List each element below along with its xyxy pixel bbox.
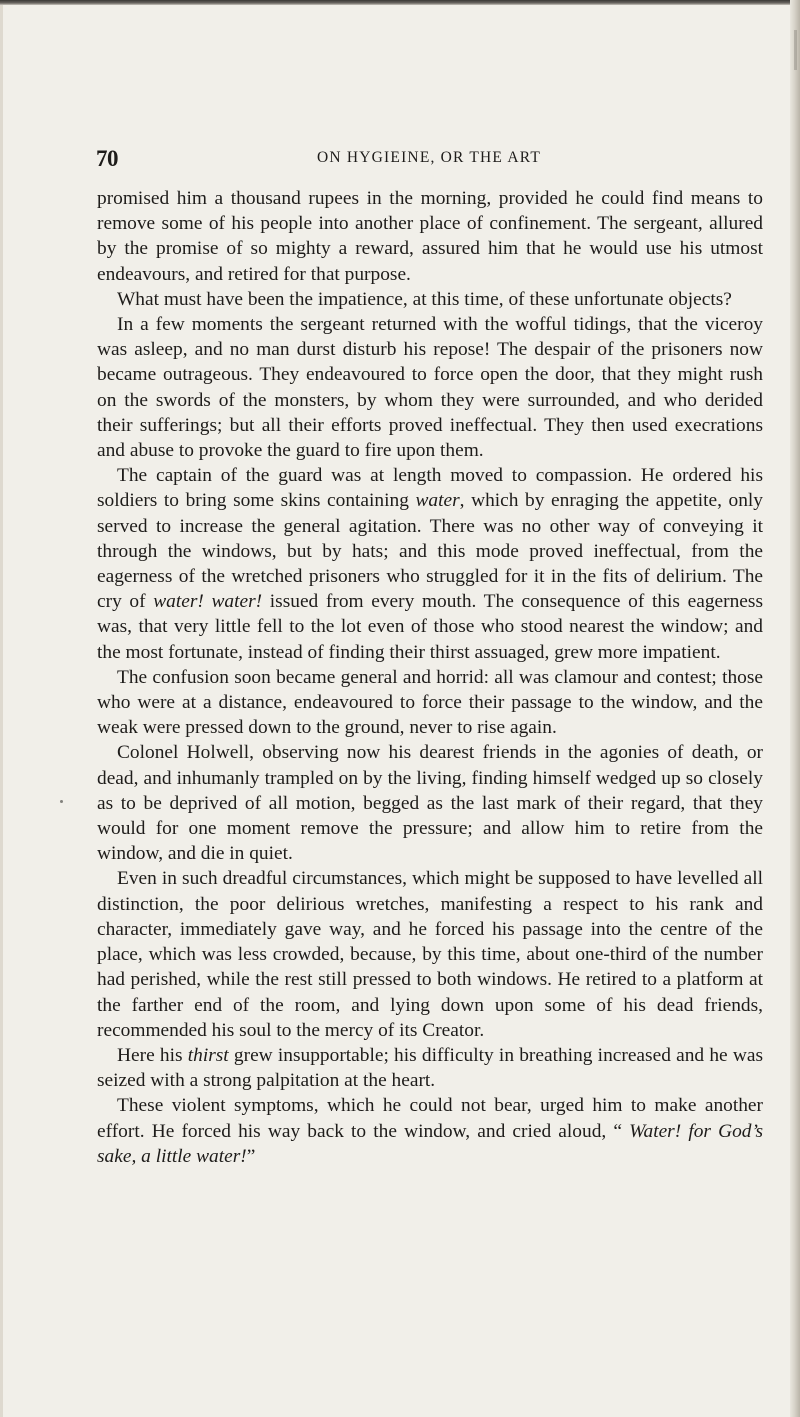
paragraph-4 — [97, 463, 763, 665]
paragraph-8-text-a: Here his — [117, 1044, 188, 1066]
body-text — [97, 186, 763, 1169]
paragraph-4-text-c: issued from every mouth. The consequence of this eagerness was, that very little fell to the lot even of those who stood nearest the window; and the most fortunate, instead of finding their thirst assuaged, grew more impatient. — [97, 591, 763, 663]
paragraph-1: promised him a thousand rupees in the morning, provided he could find means to remove some of his people into another place of confinement. The sergeant, allured by the promise of so mighty a reward, assured him that he would use his utmost endeavours, and retired for that purpose. — [97, 188, 763, 285]
paragraph-4-emphasis-cry: water! water! — [153, 591, 263, 613]
paragraph-5: The confusion soon became general and horrid: all was clamour and contest; those who were at a distance, endeavoured to force their passage to the window, and the weak were pressed down to the ground, never to rise again. — [97, 666, 763, 739]
paragraph-4-emphasis-water: water — [415, 490, 460, 512]
paragraph-8-text-b: grew insupportable; his difficulty in breathing increased and he was seized with a strong palpitation at the heart. — [97, 1044, 763, 1092]
paragraph-4-text-b: , which by enraging the appetite, only served to increase the general agitation. There was no other way of conveying it through the windows, but by hats; and this mode proved ineffectual, from the eagerness of the wretched prisoners who struggled for it in the fits of delirium. The cry of — [97, 490, 763, 613]
paragraph-3: In a few moments the sergeant returned with the wofful tidings, that the viceroy was asleep, and no man durst disturb his repose! The despair of the prisoners now became outrageous. They endeavoured to force open the door, that they might rush on the swords of the monsters, by whom they were surrounded, and who derided their sufferings; but all their efforts proved ineffectual. They then used execrations and abuse to provoke the guard to fire upon them. — [97, 314, 763, 462]
paragraph-4-text-a: The captain of the guard was at length moved to compassion. He ordered his soldiers to bring some skins containing — [97, 465, 763, 512]
paragraph-8-emphasis-thirst: thirst — [187, 1044, 229, 1066]
paragraph-7: Even in such dreadful circumstances, which might be supposed to have levelled all distinction, the poor delirious wretches, manifesting a respect to his rank and character, immediately gave way, and he forced his passage into the centre of the place, which was less crowded, because, by this time, about one-third of the number had perished, while the rest still pressed to both windows. He retired to a platform at the farther end of the room, and lying down upon some of his dead friends, recommended his soul to the mercy of its Creator. — [97, 868, 763, 1041]
running-head: ON HYGIEINE, OR THE ART — [317, 149, 541, 166]
print-speck — [60, 800, 63, 803]
paragraph-9-emphasis-quote: Water! for God’s sake, a little water! — [97, 1120, 763, 1167]
page-header — [96, 146, 762, 176]
paragraph-2: What must have been the impatience, at this time, of these unfortunate objects? — [117, 288, 732, 310]
paragraph-9-text-b: ” — [246, 1145, 256, 1167]
page-left-edge — [0, 5, 3, 1417]
paragraph-9 — [97, 1093, 763, 1169]
paragraph-8 — [97, 1043, 763, 1093]
paragraph-9-text-a: These violent symptoms, which he could not bear, urged him to make another effort. He forced his way back to the window, and cried aloud, “ — [97, 1095, 763, 1142]
paragraph-6: Colonel Holwell, observing now his dearest friends in the agonies of death, or dead, and inhumanly trampled on by the living, finding himself wedged up so closely as to be deprived of all motion, begged as the last mark of their regard, that they would for one moment remove the pressure; and allow him to retire from the window, and die in quiet. — [97, 742, 763, 865]
page-top-edge — [0, 0, 800, 5]
page-number: 70 — [96, 146, 118, 171]
page-right-edge — [790, 0, 800, 1417]
